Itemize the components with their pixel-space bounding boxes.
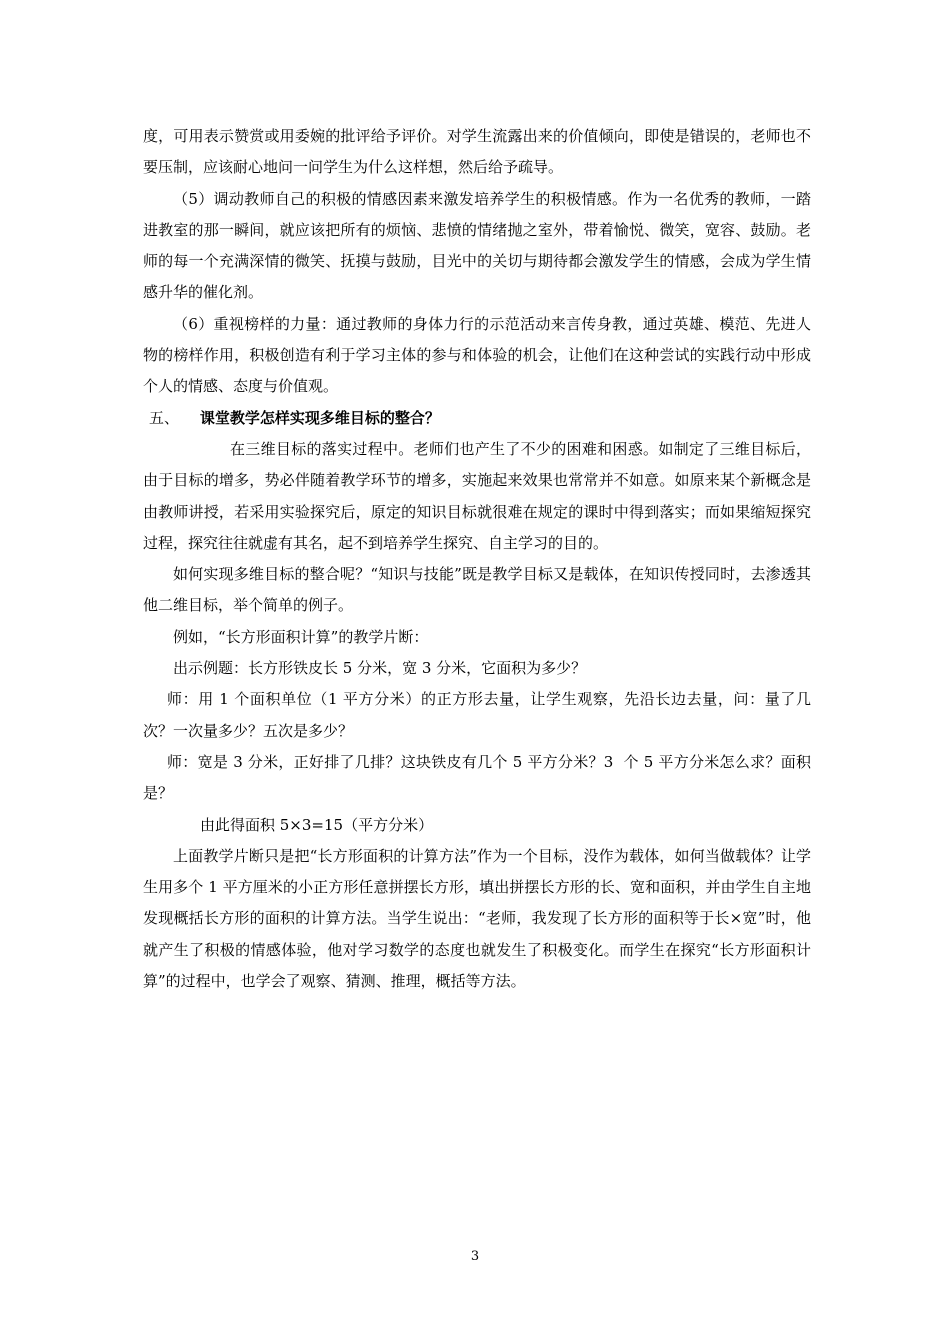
paragraph-item-5: （5）调动教师自己的积极的情感因素来激发培养学生的积极情感。作为一名优秀的教师，一踏进教室的那一瞬间，就应该把所有的烦恼、悲愤的情绪抛之室外，带着愉悦、微笑，宽容、鼓励。老师的每一个充满深情的微笑、抚摸与鼓励，目光中的关切与期待都会激发学生的情感，会成为学生情感升华的催化剂。 <box>143 189 811 302</box>
paragraph-teacher-question-2: 师：宽是 3 分米，正好排了几排？这块铁皮有几个 5 平方分米？3 个 5 平方分米怎么求？面积是？ <box>143 752 811 803</box>
section-heading <box>143 403 811 434</box>
paragraph-continuation: 度，可用表示赞赏或用委婉的批评给予评价。对学生流露出来的价值倾向，即使是错误的，老师也不要压制，应该耐心地问一问学生为什么这样想，然后给予疏导。 <box>143 127 811 177</box>
section-heading-number: 五、 <box>149 408 180 427</box>
paragraph-how-to-integrate: 如何实现多维目标的整合呢？“知识与技能”既是教学目标又是载体，在知识传授同时，去渗透其他二维目标，举个简单的例子。 <box>143 565 811 615</box>
section-heading-text: 课堂教学怎样实现多维目标的整合？ <box>199 408 440 427</box>
paragraph-analysis: 上面教学片断只是把“长方形面积的计算方法”作为一个目标，没作为载体，如何当做载体？让学生用多个 1 平方厘米的小正方形任意拼摆长方形，填出拼摆长方形的长、宽和面积，并由学生自主地发现概括长方形的面积的计算方法。当学生说出：“老师，我发现了长方形的面积等于长×宽”时，他就产生了积极的情感体验，他对学习数学的态度也就发生了积极变化。而学生在探究“长方形面积计算”的过程中，也学会了观察、猜测、推理，概括等方法。 <box>143 846 811 991</box>
paragraph-item-6: （6）重视榜样的力量：通过教师的身体力行的示范活动来言传身教，通过英雄、模范、先进人物的榜样作用，积极创造有利于学习主体的参与和体验的机会，让他们在这种尝试的实践行动中形成个人的情感、态度与价值观。 <box>143 314 811 396</box>
paragraph-teacher-question-1: 师：用 1 个面积单位（1 平方分米）的正方形去量，让学生观察，先沿长边去量，问：量了几次？一次量多少？五次是多少？ <box>143 690 811 740</box>
paragraph-example-problem: 出示例题：长方形铁皮长 5 分米，宽 3 分米，它面积为多少？ <box>173 659 587 678</box>
body-text <box>143 121 811 997</box>
paragraph-example-intro: 例如，“长方形面积计算”的教学片断： <box>173 627 429 646</box>
paragraph-area-result: 由此得面积 5×3=15（平方分米） <box>200 815 434 834</box>
page-number: 3 <box>470 1249 480 1264</box>
paragraph-problems: 在三维目标的落实过程中。老师们也产生了不少的困难和困惑。如制定了三维目标后，由于目标的增多，势必伴随着教学环节的增多，实施起来效果也常常并不如意。如原来某个新概念是由教师讲授，若采用实验探究后，原定的知识目标就很难在规定的课时中得到落实；而如果缩短探究过程，探究往往就虚有其名，起不到培养学生探究、自主学习的目的。 <box>143 439 811 552</box>
